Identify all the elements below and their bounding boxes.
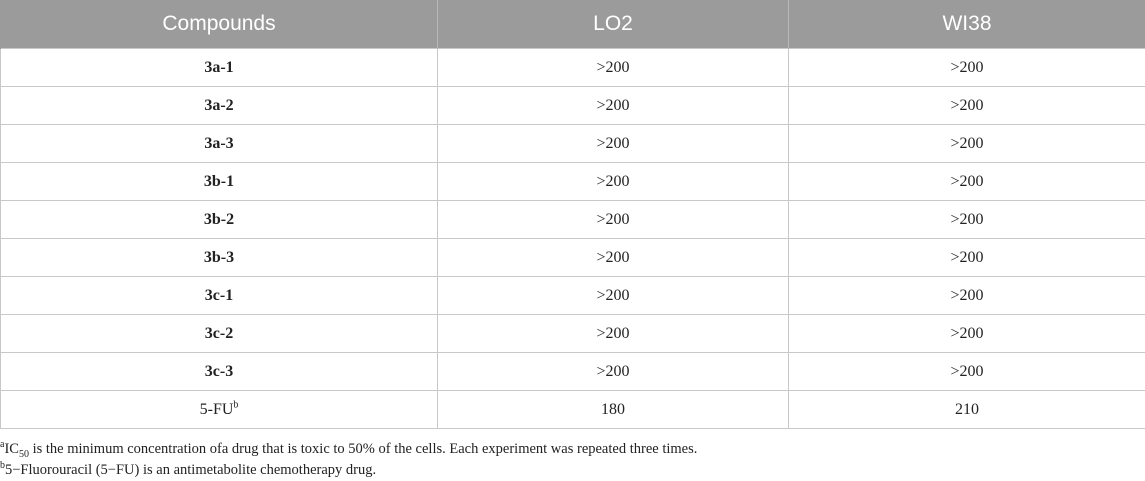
table-row <box>1 391 1145 429</box>
wi38-cell: >200 <box>789 125 1145 163</box>
wi38-cell: >200 <box>789 239 1145 277</box>
footnote-subscript: 50 <box>19 449 29 460</box>
table-row <box>1 125 1145 163</box>
wi38-cell: >200 <box>789 315 1145 353</box>
footnote-marker-b: b <box>233 399 238 410</box>
wi38-cell: >200 <box>789 277 1145 315</box>
table-row <box>1 163 1145 201</box>
lo2-cell: >200 <box>438 353 789 391</box>
table-row <box>1 277 1145 315</box>
lo2-cell: >200 <box>438 125 789 163</box>
compound-cell: 3a-2 <box>1 87 438 125</box>
table-footnotes <box>0 439 697 481</box>
lo2-cell: >200 <box>438 277 789 315</box>
header-wi38: WI38 <box>789 0 1145 49</box>
lo2-cell: >200 <box>438 49 789 87</box>
wi38-cell: >200 <box>789 163 1145 201</box>
header-lo2: LO2 <box>438 0 789 49</box>
wi38-cell: >200 <box>789 201 1145 239</box>
lo2-cell: >200 <box>438 163 789 201</box>
table-row <box>1 353 1145 391</box>
compound-cell: 3c-3 <box>1 353 438 391</box>
wi38-cell: 210 <box>789 391 1145 429</box>
table-body <box>1 49 1145 429</box>
table-row <box>1 315 1145 353</box>
table-header <box>1 0 1145 49</box>
compound-name: 5-FU <box>200 401 234 418</box>
footnote-prefix: IC <box>4 441 19 457</box>
table-row <box>1 49 1145 87</box>
wi38-cell: >200 <box>789 87 1145 125</box>
lo2-cell: 180 <box>438 391 789 429</box>
compound-cell: 3b-2 <box>1 201 438 239</box>
lo2-cell: >200 <box>438 201 789 239</box>
wi38-cell: >200 <box>789 49 1145 87</box>
footnote-text: is the minimum concentration ofa drug that is toxic to 50% of the cells. Each experiment was repeated three times. <box>29 441 697 457</box>
header-compounds: Compounds <box>1 0 438 49</box>
compound-cell: 3a-3 <box>1 125 438 163</box>
wi38-cell: >200 <box>789 353 1145 391</box>
header-row <box>1 0 1145 49</box>
table-row <box>1 201 1145 239</box>
compound-cell <box>1 391 438 429</box>
compound-cell: 3b-1 <box>1 163 438 201</box>
compound-cell: 3c-2 <box>1 315 438 353</box>
lo2-cell: >200 <box>438 315 789 353</box>
lo2-cell: >200 <box>438 239 789 277</box>
compound-cell: 3b-3 <box>1 239 438 277</box>
compound-cell: 3c-1 <box>1 277 438 315</box>
footnote-a <box>0 439 697 460</box>
lo2-cell: >200 <box>438 87 789 125</box>
table-row <box>1 239 1145 277</box>
footnote-text: 5−Fluorouracil (5−FU) is an antimetabolite chemotherapy drug. <box>5 462 376 478</box>
compound-cell: 3a-1 <box>1 49 438 87</box>
footnote-marker: b <box>0 460 5 471</box>
footnote-marker: a <box>0 439 4 450</box>
table-row <box>1 87 1145 125</box>
